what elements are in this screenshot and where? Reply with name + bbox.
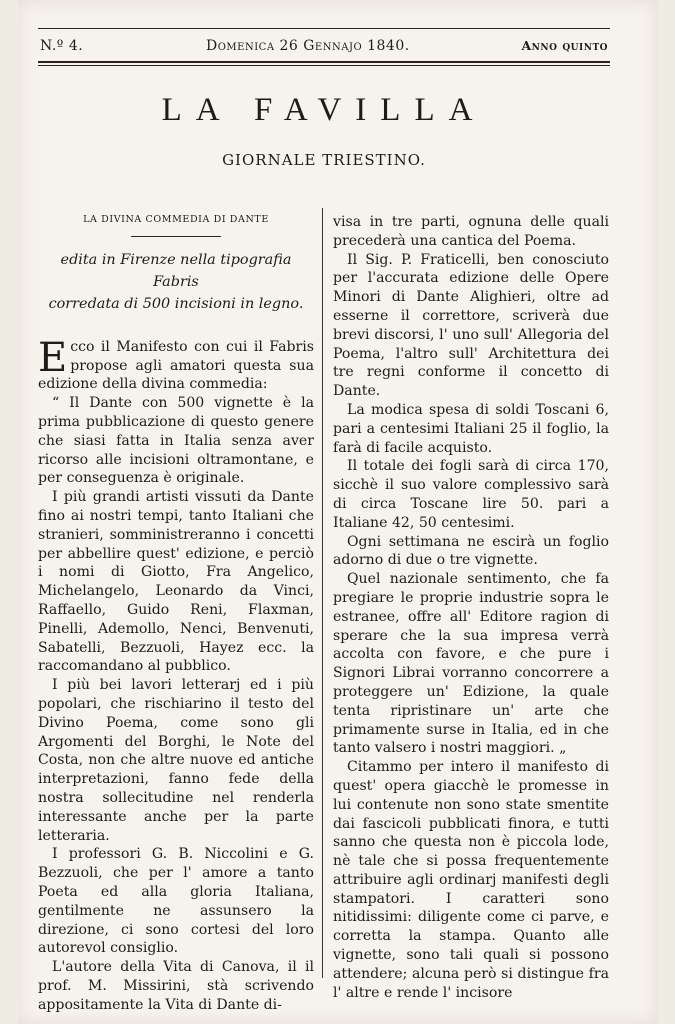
paragraph: Ogni settimana ne escirà un foglio adorno di due o tre vignette. (333, 533, 609, 569)
paragraph: Il Sig. P. Fraticelli, ben conosciuto per l'accurata edizione delle Opere Minori di Dante Alighieri, oltre ad esserne il correttore, scriverà due brevi discorsi, l' uno sull' Allegoria del Poema, l'altro sull' Architettura dei tre regni conforme il concetto di Dante. (333, 251, 609, 400)
right-column (333, 213, 609, 1002)
article-subhead (38, 249, 314, 315)
issue-date: Domenica 26 Gennajo 1840. (206, 38, 410, 54)
masthead-title: LA FAVILLA (161, 92, 487, 128)
paragraph: I più bei lavori letterarj ed i più popolari, che rischiarino il testo del Divino Poema, come sono gli Argomenti del Borghi, le Note del Costa, non che altre nuove ed antiche interpretazioni, fanno fede della nostra sollecitudine nel renderla interessante anche per la parte letteraria. (38, 677, 314, 844)
drop-cap: E (38, 334, 68, 381)
volume-year: Anno quinto (521, 38, 608, 53)
paragraph: I professori G. B. Niccolini e G. Bezzuoli, che per l' amore a tanto Poeta ed alla gloria Italiana, gentilmente ne assunsero la direzione, ci sono cortesi del loro autorevol consiglio. (38, 846, 314, 957)
paragraph: visa in tre parti, ognuna delle quali precederà una cantica del Poema. (333, 214, 609, 249)
paragraph: Citammo per intero il manifesto di quest' opera giacchè le promesse in lui contenute non sono state smentite dai fascicoli pubblicati finora, e tutti sanno che questa non è piccola lode, nè tale che si possa frequentemente attribuire agli ordinarj manifesti degli stampatori. I caratteri sono nitidissimi: diligente come ci parve, e corretta la stampa. Quanto alle vignette, sono tali quali si possono attendere; alcuna però si distingue fra l' altre e rende l' incisore (333, 759, 609, 1001)
paragraph (38, 334, 314, 394)
title-rule (131, 236, 221, 237)
paragraph: Quel nazionale sentimento, che fa pregiare le proprie industrie sopra le estranee, offre all' Editore ragion di sperare che la sua impresa verrà accolta con favore, e che pure i Signori Librai vorranno concorrere a proteggere un' Edizione, la quale tenta ripristinare un' arte che primamente surse in Italia, ed in che tanto valsero i nostri maggiori. „ (333, 571, 609, 757)
article-title: LA DIVINA COMMEDIA DI DANTE (83, 214, 269, 225)
header-rule-thin (38, 65, 610, 66)
paragraph: L'autore della Vita di Canova, il il prof. M. Missirini, stà scrivendo appositamente la Vita di Dante di- (38, 959, 314, 1013)
header-top-rule (38, 28, 610, 29)
left-column (38, 211, 314, 1014)
subhead-line: edita in Firenze nella tipografia Fabris (60, 251, 292, 290)
paragraph: “ Il Dante con 500 vignette è la prima pubblicazione di questo genere che siasi fatta in Italia senza aver ricorso alle incisioni oltramontane, e per conseguenza è originale. (38, 395, 314, 487)
issue-number: N.º 4. (40, 38, 84, 54)
paragraph-text: cco il Manifesto con cui il Fabris propose agli amatori questa sua edizione della divina commedia: (38, 338, 314, 393)
subhead-line: corredata di 500 incisioni in legno. (48, 295, 304, 312)
paragraph: La modica spesa di soldi Toscani 6, pari a centesimi Italiani 25 il foglio, la farà di facile acquisto. (333, 401, 609, 456)
column-divider (322, 208, 323, 978)
paragraph: I più grandi artisti vissuti da Dante fino ai nostri tempi, tanto Italiani che stranieri, somministreranno i concetti per abbellire quest' edizione, e perciò i nomi di Giotto, Fra Angelico, Michelangelo, Leonardo da Vinci, Raffaello, Guido Reni, Flaxman, Pinelli, Ademollo, Nenci, Benvenuti, Sabatelli, Bezzuoli, Hayez ecc. la raccomandano al pubblico. (38, 489, 314, 675)
masthead-subtitle: GIORNALE TRIESTINO. (222, 151, 426, 169)
paragraph: Il totale dei fogli sarà di circa 170, sicchè il suo valore complessivo sarà di circa Toscane lire 50. pari a Italiane 42, 50 centesimi. (333, 458, 609, 531)
header-rule-thick (38, 61, 610, 63)
page-header (38, 38, 610, 58)
